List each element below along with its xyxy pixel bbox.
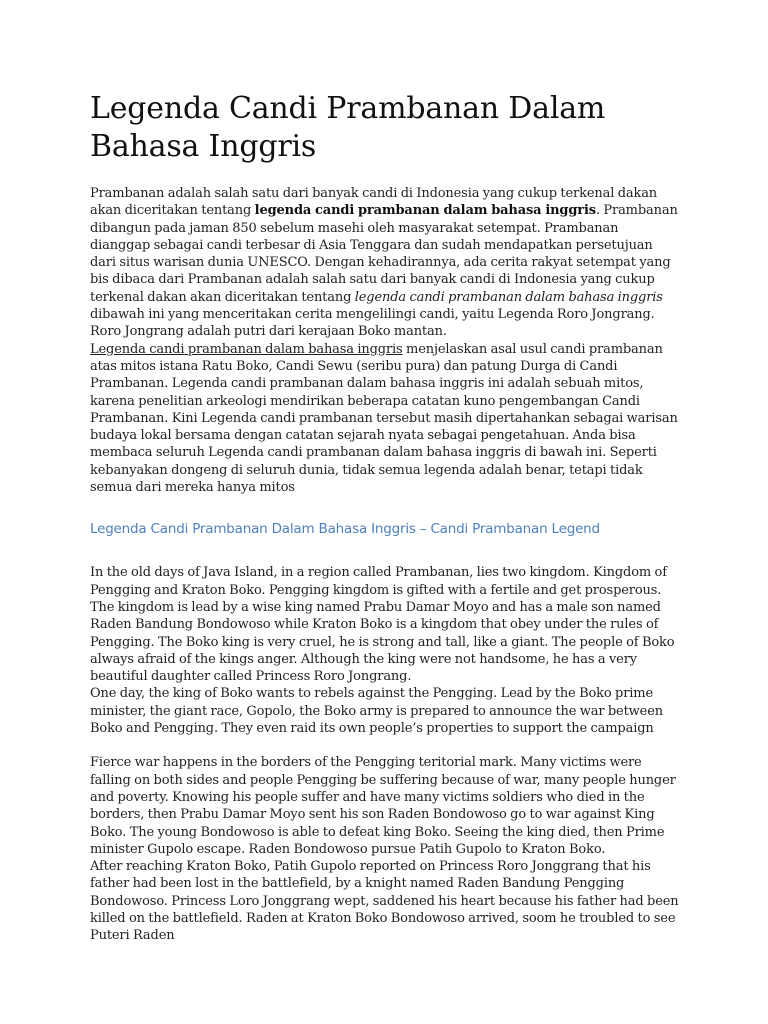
intro-1-text-c: dibawah ini yang menceritakan cerita mengelilingi candi, yaitu Legenda Roro Jongrang. Roro Jongrang adalah putri dari kerajaan Boko mantan. [90,307,655,340]
intro-paragraph-2 [90,341,680,497]
intro-1-bold-keyword: legenda candi prambanan dalam bahasa inggris [254,203,596,219]
intro-2-text: menjelaskan asal usul candi prambanan atas mitos istana Ratu Boko, Candi Sewu (seribu pura) dan patung Durga di Candi Prambanan. Legenda candi prambanan dalam bahasa inggris ini adalah sebuah mitos, karena penelitian arkeologi mendirikan beberapa catatan kuno pengembangan Candi Prambanan. Kini Legenda candi prambanan tersebut masih dipertahankan sebagai warisan budaya lokal bersama dengan catatan sejarah nyata sebagai pengetahuan. Anda bisa membaca seluruh Legenda candi prambanan dalam bahasa inggris di bawah ini. Seperti kebanyakan dongeng di seluruh dunia, tidak semua legenda adalah benar, tetapi tidak semua dari mereka hanya mitos [90,341,678,496]
story-paragraph-1: In the old days of Java Island, in a region called Prambanan, lies two kingdom. Kingdom of Pengging and Kraton Boko. Pengging kingdom is gifted with a fertile and get prosperous. The kingdom is lead by a wise king named Prabu Damar Moyo and has a male son named Raden Bandung Bondowoso while Kraton Boko is a kingdom that obey under the rules of Pengging. The Boko king is very cruel, he is strong and tall, like a giant. The people of Boko always afraid of the kings anger. Although the king were not handsome, he has a very beautiful daughter called Princess Roro Jongrang. [90,565,675,685]
intro-paragraph-1 [90,185,680,341]
intro-1-text-a: Prambanan adalah salah satu dari banyak candi di Indonesia yang cukup terkenal dakan akan diceritakan tentang [90,186,658,219]
intro-1-italic-keyword: legenda candi prambanan dalam bahasa inggris [354,289,663,305]
paragraph-spacer [90,737,680,754]
intro-2-underlined-keyword: Legenda candi prambanan dalam bahasa inggris [90,341,403,357]
intro-1-text-b: . Prambanan dibangun pada jaman 850 sebelum masehi oleh masyarakat setempat. Prambanan dianggap sebagai candi terbesar di Asia Tenggara dan sudah mendapatkan persetujuan dari situs warisan dunia UNESCO. Dengan kehadirannya, ada cerita rakyat setempat yang bis dibaca dari Prambanan adalah salah satu dari banyak candi di Indonesia yang cukup terkenal dakan akan diceritakan tentang [90,203,678,305]
story-body [90,564,680,944]
section-heading: Legenda Candi Prambanan Dalam Bahasa Inggris – Candi Prambanan Legend [90,521,600,538]
page-title: Legenda Candi Prambanan Dalam Bahasa Inggris [90,91,606,164]
document-page [90,90,680,945]
story-paragraph-4: After reaching Kraton Boko, Patih Gupolo reported on Princess Roro Jonggrang that his father had been lost in the battlefield, by a knight named Raden Bandung Pengging Bondowoso. Princess Loro Jonggrang wept, saddened his heart because his father had been killed on the battlefield. Raden at Kraton Boko Bondowoso arrived, soom he troubled to see Puteri Raden [90,859,679,944]
story-paragraph-3: Fierce war happens in the borders of the Pengging teritorial mark. Many victims were falling on both sides and people Pengging be suffering because of war, many people hunger and poverty. Knowing his people suffer and have many victims soldiers who died in the borders, then Prabu Damar Moyo sent his son Raden Bondowoso go to war against King Boko. The young Bondowoso is able to defeat king Boko. Seeing the king died, then Prime minister Gupolo escape. Raden Bondowoso pursue Patih Gupolo to Kraton Boko. [90,755,676,857]
story-paragraph-2: One day, the king of Boko wants to rebels against the Pengging. Lead by the Boko prime minister, the giant race, Gopolo, the Boko army is prepared to announce the war between Boko and Pengging. They even raid its own people’s properties to support the campaign [90,686,663,737]
